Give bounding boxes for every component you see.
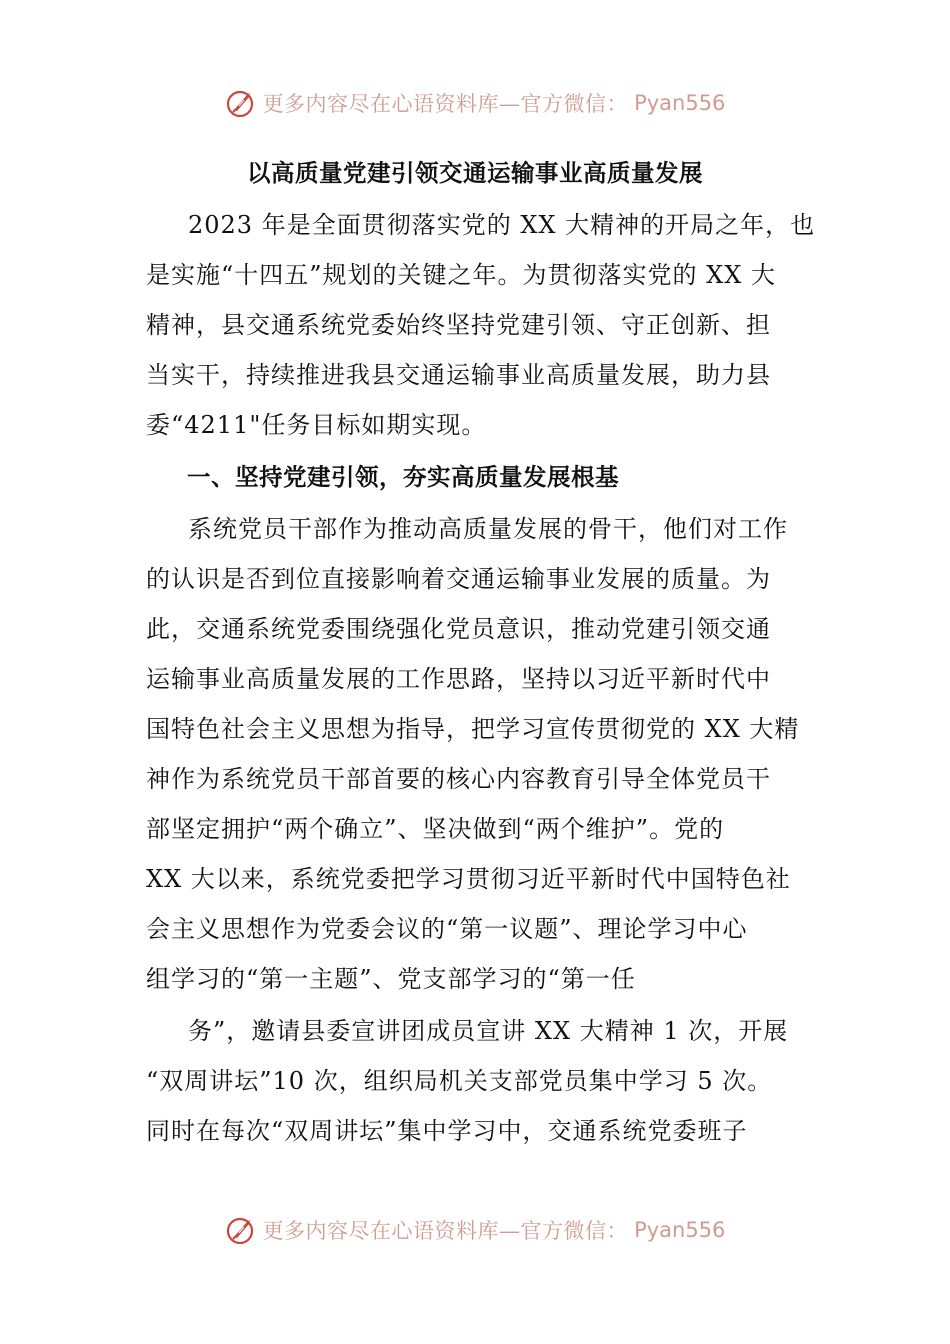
body-line: XX 大以来，系统党委把学习贯彻习近平新时代中国特色社 — [146, 865, 791, 893]
body-line: 同时在每次“双周讲坛”集中学习中，交通系统党委班子 — [146, 1117, 748, 1145]
body-line: 会主义思想作为党委会议的“第一议题”、理论学习中心 — [146, 915, 748, 943]
body-line: “双周讲坛”10 次，组织局机关支部党员集中学习 5 次。 — [146, 1067, 773, 1095]
watermark-footer — [0, 1213, 950, 1247]
body-line: 系统党员干部作为推动高质量发展的骨干，他们对工作 — [188, 515, 788, 543]
watermark-text: 更多内容尽在心语资料库—官方微信： — [262, 1219, 629, 1243]
quill-pen-logo-icon — [225, 87, 257, 119]
intro-line: 精神，县交通系统党委始终坚持党建引领、守正创新、担 — [146, 311, 771, 339]
body-line: 此，交通系统党委围绕强化党员意识，推动党建引领交通 — [146, 615, 771, 643]
intro-line: 委“4211"任务目标如期实现。 — [146, 411, 487, 439]
body-line: 国特色社会主义思想为指导，把学习宣传贯彻党的 XX 大精 — [146, 715, 800, 743]
watermark-wechat-id: Pyan556 — [634, 91, 726, 115]
quill-pen-logo-icon — [225, 1214, 257, 1246]
intro-line: 2023 年是全面贯彻落实党的 XX 大精神的开局之年，也 — [188, 211, 816, 239]
intro-line: 是实施“十四五”规划的关键之年。为贯彻落实党的 XX 大 — [146, 261, 776, 289]
body-line: 神作为系统党员干部首要的核心内容教育引导全体党员干 — [146, 765, 771, 793]
body-line: 的认识是否到位直接影响着交通运输事业发展的质量。为 — [146, 565, 771, 593]
body-line: 部坚定拥护“两个确立”、坚决做到“两个维护”。党的 — [146, 815, 725, 843]
body-line: 组学习的“第一主题”、党支部学习的“第一任 — [146, 965, 636, 993]
watermark-text: 更多内容尽在心语资料库—官方微信： — [262, 92, 629, 116]
body-line: 运输事业高质量发展的工作思路，坚持以习近平新时代中 — [146, 665, 771, 693]
watermark-header — [0, 86, 950, 120]
section-heading: 一、坚持党建引领，夯实高质量发展根基 — [187, 463, 619, 491]
document-title: 以高质量党建引领交通运输事业高质量发展 — [247, 159, 703, 187]
watermark-wechat-id: Pyan556 — [634, 1218, 726, 1242]
intro-line: 当实干，持续推进我县交通运输事业高质量发展，助力县 — [146, 361, 771, 389]
body-line: 务”，邀请县委宣讲团成员宣讲 XX 大精神 1 次，开展 — [188, 1017, 789, 1045]
